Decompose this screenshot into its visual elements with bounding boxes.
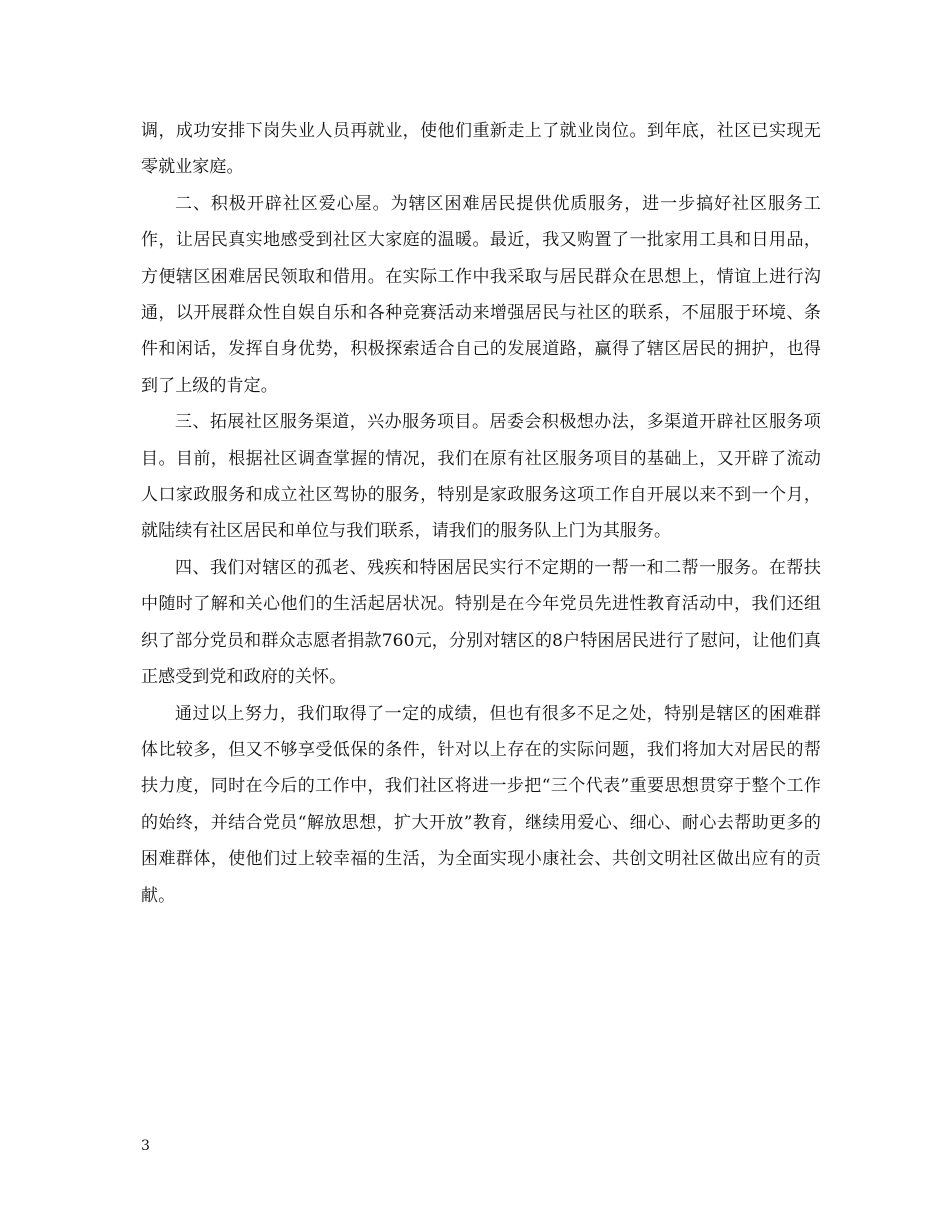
document-body	[141, 113, 821, 914]
paragraph-continued-employment: 调，成功安排下岗失业人员再就业，使他们重新走上了就业岗位。到年底，社区已实现无零就业家庭。	[141, 121, 821, 178]
page-number: 3	[141, 1138, 150, 1154]
paragraph-caring-house: 二、积极开辟社区爱心屋。为辖区困难居民提供优质服务，进一步搞好社区服务工作，让居民真实地感受到社区大家庭的温暖。最近，我又购置了一批家用工具和日用品，方便辖区困难居民领取和借用。在实际工作中我采取与居民群众在思想上，情谊上进行沟通，以开展群众性自娱自乐和各种竞赛活动来增强居民与社区的联系，不屈服于环境、条件和闲话，发挥自身优势，积极探索适合自己的发展道路，赢得了辖区居民的拥护，也得到了上级的肯定。	[141, 193, 821, 396]
paragraph-conclusion: 通过以上努力，我们取得了一定的成绩，但也有很多不足之处，特别是辖区的困难群体比较多，但又不够享受低保的条件，针对以上存在的实际问题，我们将加大对居民的帮扶力度，同时在今后的工作中，我们社区将进一步把“三个代表”重要思想贯穿于整个工作的始终，并结合党员“解放思想，扩大开放”教育，继续用爱心、细心、耐心去帮助更多的困难群体，使他们过上较幸福的生活，为全面实现小康社会、共创文明社区做出应有的贡献。	[141, 703, 821, 906]
paragraph-assistance-service: 四、我们对辖区的孤老、残疾和特困居民实行不定期的一帮一和二帮一服务。在帮扶中随时了解和关心他们的生活起居状况。特别是在今年党员先进性教育活动中，我们还组织了部分党员和群众志愿者捐款760元，分别对辖区的8户特困居民进行了慰问，让他们真正感受到党和政府的关怀。	[141, 557, 821, 688]
paragraph-service-channels: 三、拓展社区服务渠道，兴办服务项目。居委会积极想办法，多渠道开辟社区服务项目。目前，根据社区调查掌握的情况，我们在原有社区服务项目的基础上，又开辟了流动人口家政服务和成立社区驾协的服务，特别是家政服务这项工作自开展以来不到一个月，就陆续有社区居民和单位与我们联系，请我们的服务队上门为其服务。	[141, 412, 821, 542]
